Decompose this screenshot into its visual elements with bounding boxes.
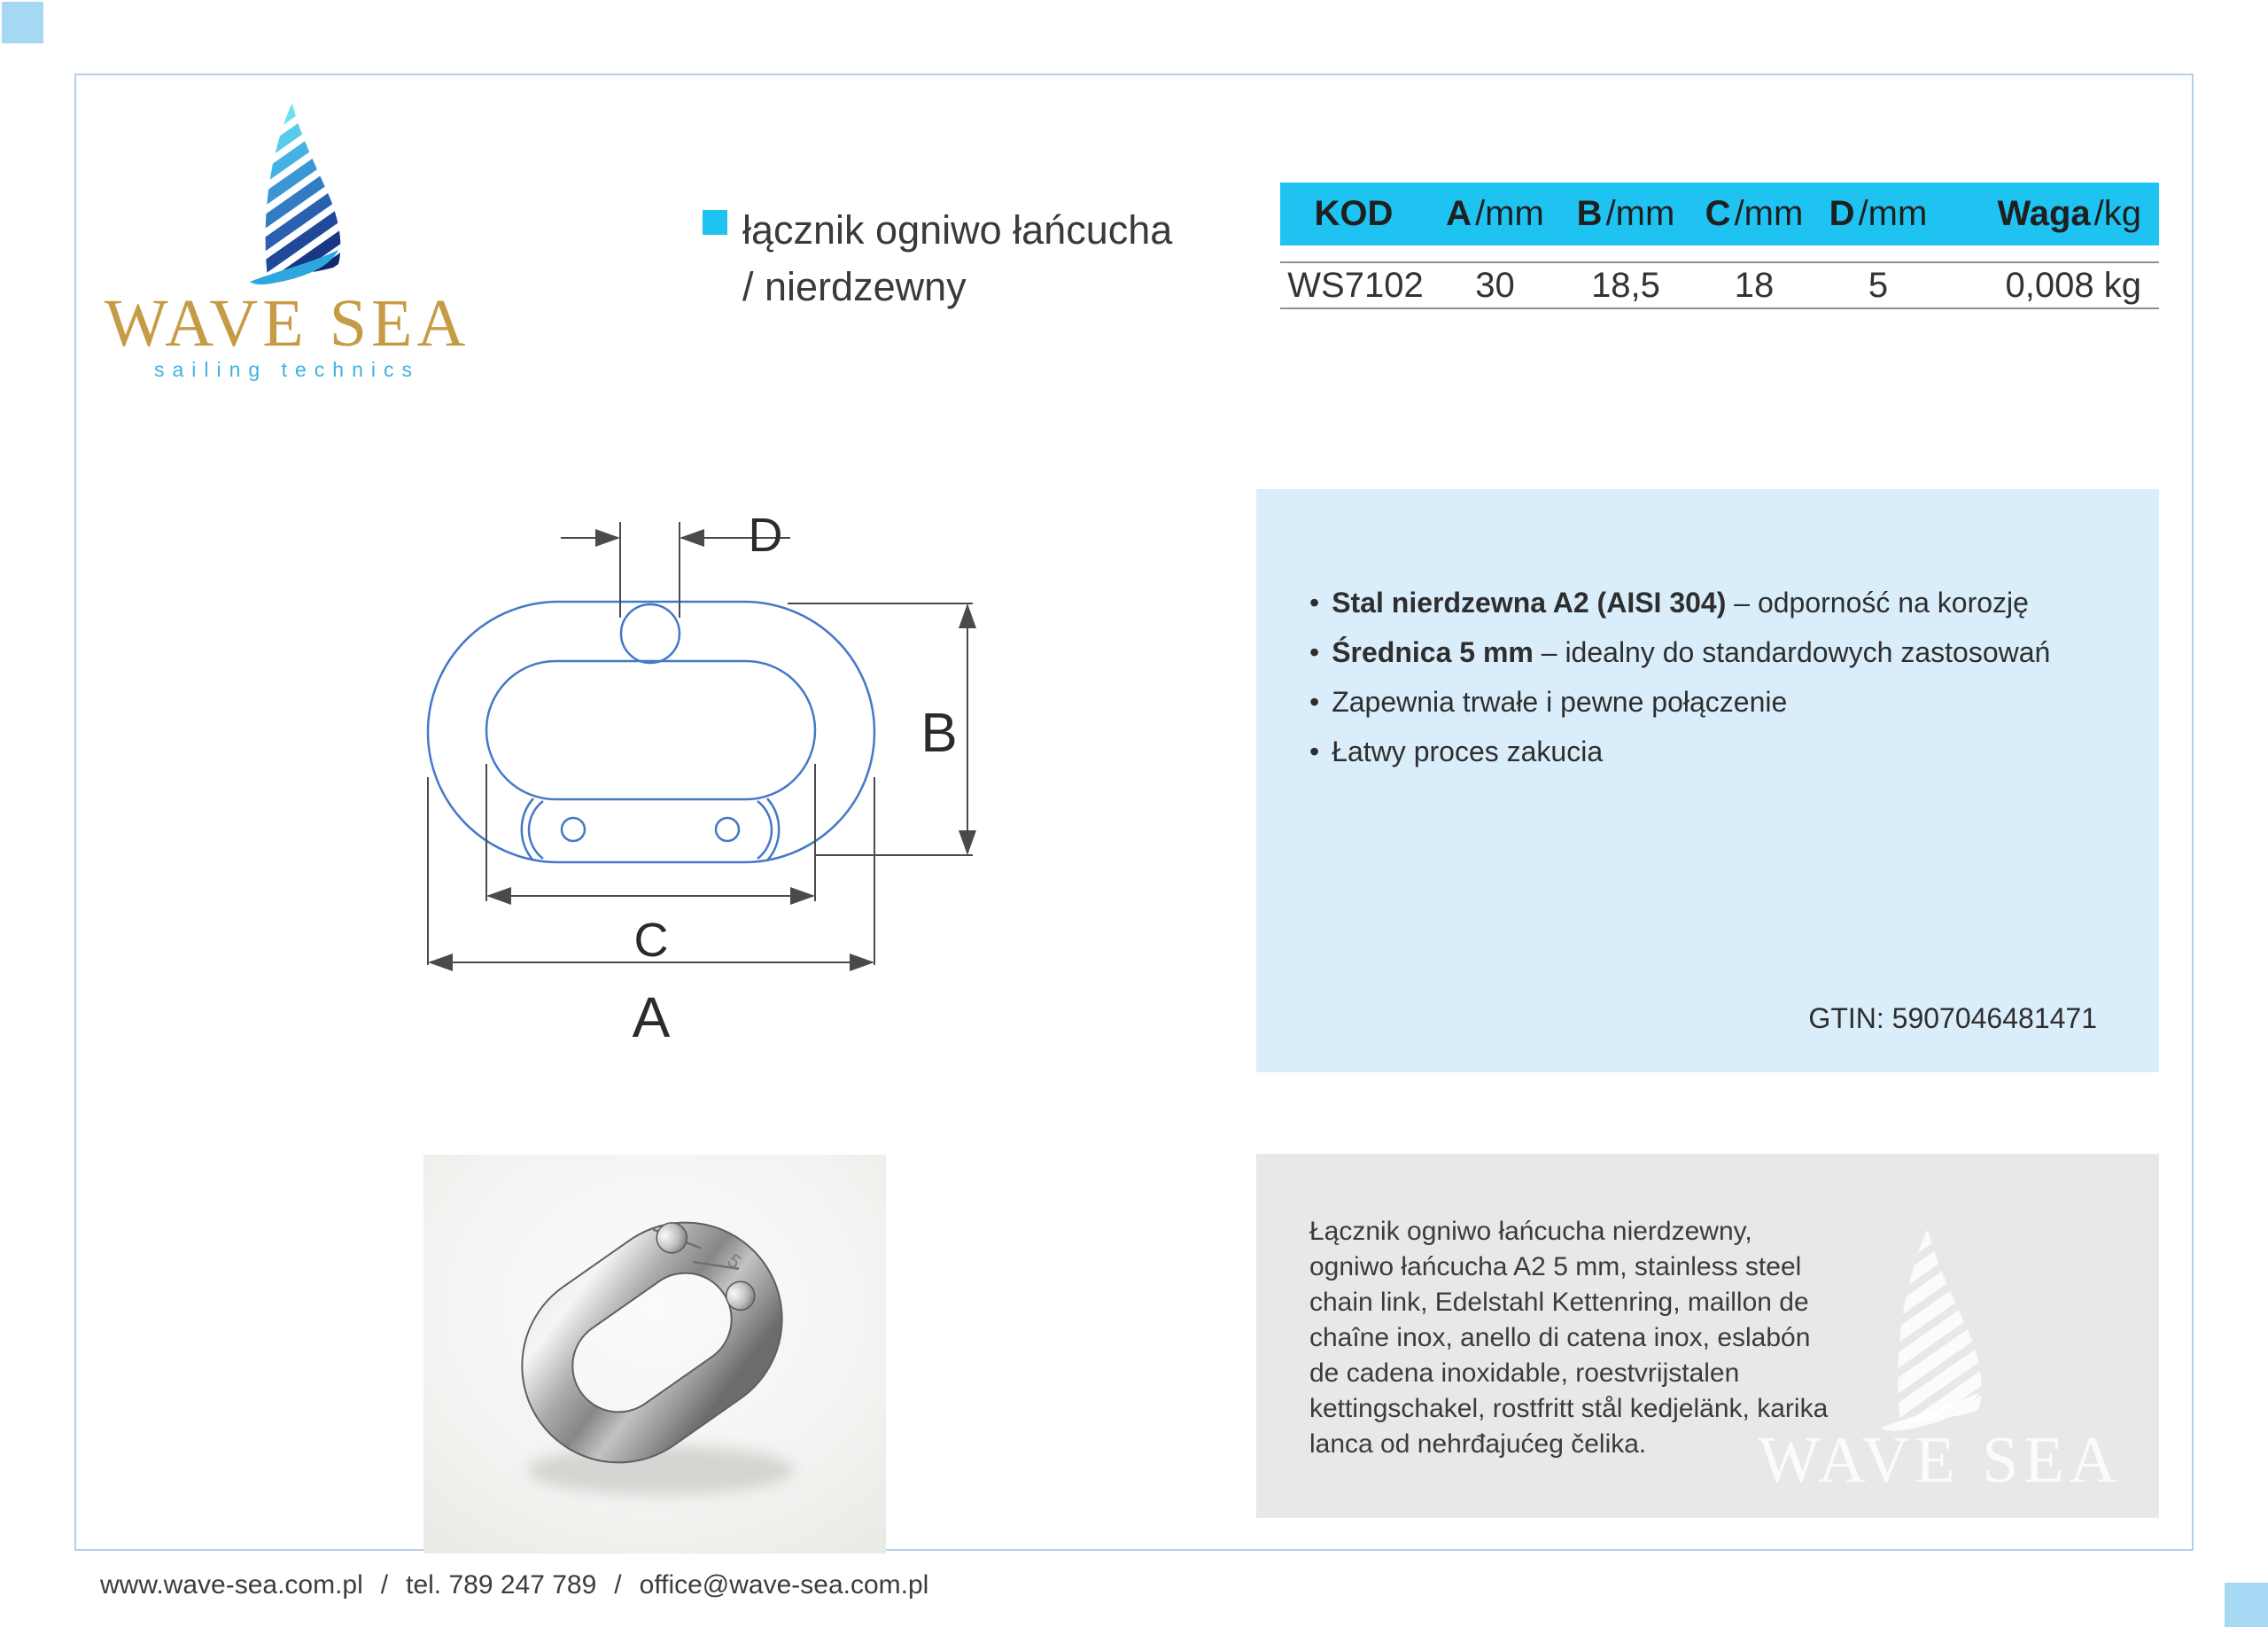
column-key: A [1446,194,1472,233]
column-unit: /mm [1734,194,1804,233]
footer-contact [100,1570,928,1600]
list-item [1309,588,2050,617]
feature-text: – idealny do standardowych zastosowań [1533,636,2051,668]
chain-link-outline [428,602,874,862]
footer-phone: tel. 789 247 789 [406,1570,597,1600]
footer-separator: / [380,1570,389,1600]
cell-d: 5 [1868,265,1889,305]
dimension-lines [428,522,973,965]
dimension-label-a: A [632,985,671,1049]
chain-link-photo-rendering [423,1155,886,1553]
column-header-a [1431,194,1559,234]
column-unit: /mm [1475,194,1544,233]
column-key: C [1705,194,1731,233]
cell-a: 30 [1475,265,1515,305]
column-header-kod [1280,194,1431,234]
column-unit: /mm [1605,194,1675,233]
spec-table-header [1280,183,2159,245]
cell-kod: WS7102 [1287,265,1424,305]
decor-corner-square-bottom-right [2225,1583,2268,1627]
feature-bold-text: Średnica 5 mm [1332,636,1534,668]
column-header-d [1816,194,1940,234]
dimension-label-c: C [633,914,669,967]
bullet-icon: • [1309,636,1320,668]
feature-text: – odporność na korozję [1726,587,2029,619]
link-size-marking: 5 [723,1249,746,1273]
list-item [1309,638,2050,666]
page-title-line1: łącznik ogniwo łańcucha [742,207,1173,253]
sail-logo-icon [246,99,361,294]
title-bullet-square [703,210,727,235]
watermark-wordmark: WAVE SEA [1758,1424,2122,1497]
footer-separator: / [614,1570,622,1600]
column-unit: /kg [2093,194,2141,233]
column-key: B [1576,194,1603,233]
cell-c: 18 [1734,265,1775,305]
decor-corner-square-top-left [2,2,43,43]
feature-text: Zapewnia trwałe i pewne połączenie [1332,686,1788,718]
bullet-icon: • [1309,587,1320,619]
brand-wordmark: WAVE SEA [105,286,470,361]
product-description: Łącznik ogniwo łańcucha nierdzewny, ogniwo łańcucha A2 5 mm, stainless steel chain link, Edelstahl Kettenring, maillon de chaîne inox, anello di catena inox, eslabón de cadena inoxidable, roestvrijstalen kettingschakel, rostfritt stål kedjelänk, karika lanca od nehrđajućeg čelika. [1309,1217,1829,1459]
column-key: D [1829,194,1855,233]
column-header-waga [1940,194,2159,234]
dimension-label-b: B [920,703,958,764]
page-title-line2: / nierdzewny [742,264,967,309]
features-panel [1256,489,2159,1072]
cell-waga: 0,008 kg [2005,265,2141,305]
list-item [1309,688,2050,716]
column-header-c [1692,194,1816,234]
column-key: KOD [1314,194,1394,233]
product-photo [423,1155,886,1553]
watermark-sail-icon [1876,1225,2005,1442]
gtin-code: GTIN: 5907046481471 [1808,1002,2097,1034]
description-panel [1256,1154,2159,1518]
feature-bold-text: Stal nierdzewna A2 (AISI 304) [1332,587,1727,619]
column-key: Waga [1997,194,2091,233]
dimension-label-d: D [748,509,783,562]
table-row [1280,261,2159,309]
technical-drawing [381,496,1001,1134]
list-item [1309,737,2050,766]
footer-website: www.wave-sea.com.pl [100,1570,363,1600]
footer-email: office@wave-sea.com.pl [639,1570,929,1600]
bullet-icon: • [1309,686,1320,718]
features-list [1309,588,2050,787]
cell-b: 18,5 [1591,265,1660,305]
page-title [742,202,1172,315]
column-header-b [1559,194,1692,234]
bullet-icon: • [1309,736,1320,767]
brand-tagline: sailing technics [154,358,420,381]
column-unit: /mm [1858,194,1928,233]
feature-text: Łatwy proces zakucia [1332,736,1604,767]
